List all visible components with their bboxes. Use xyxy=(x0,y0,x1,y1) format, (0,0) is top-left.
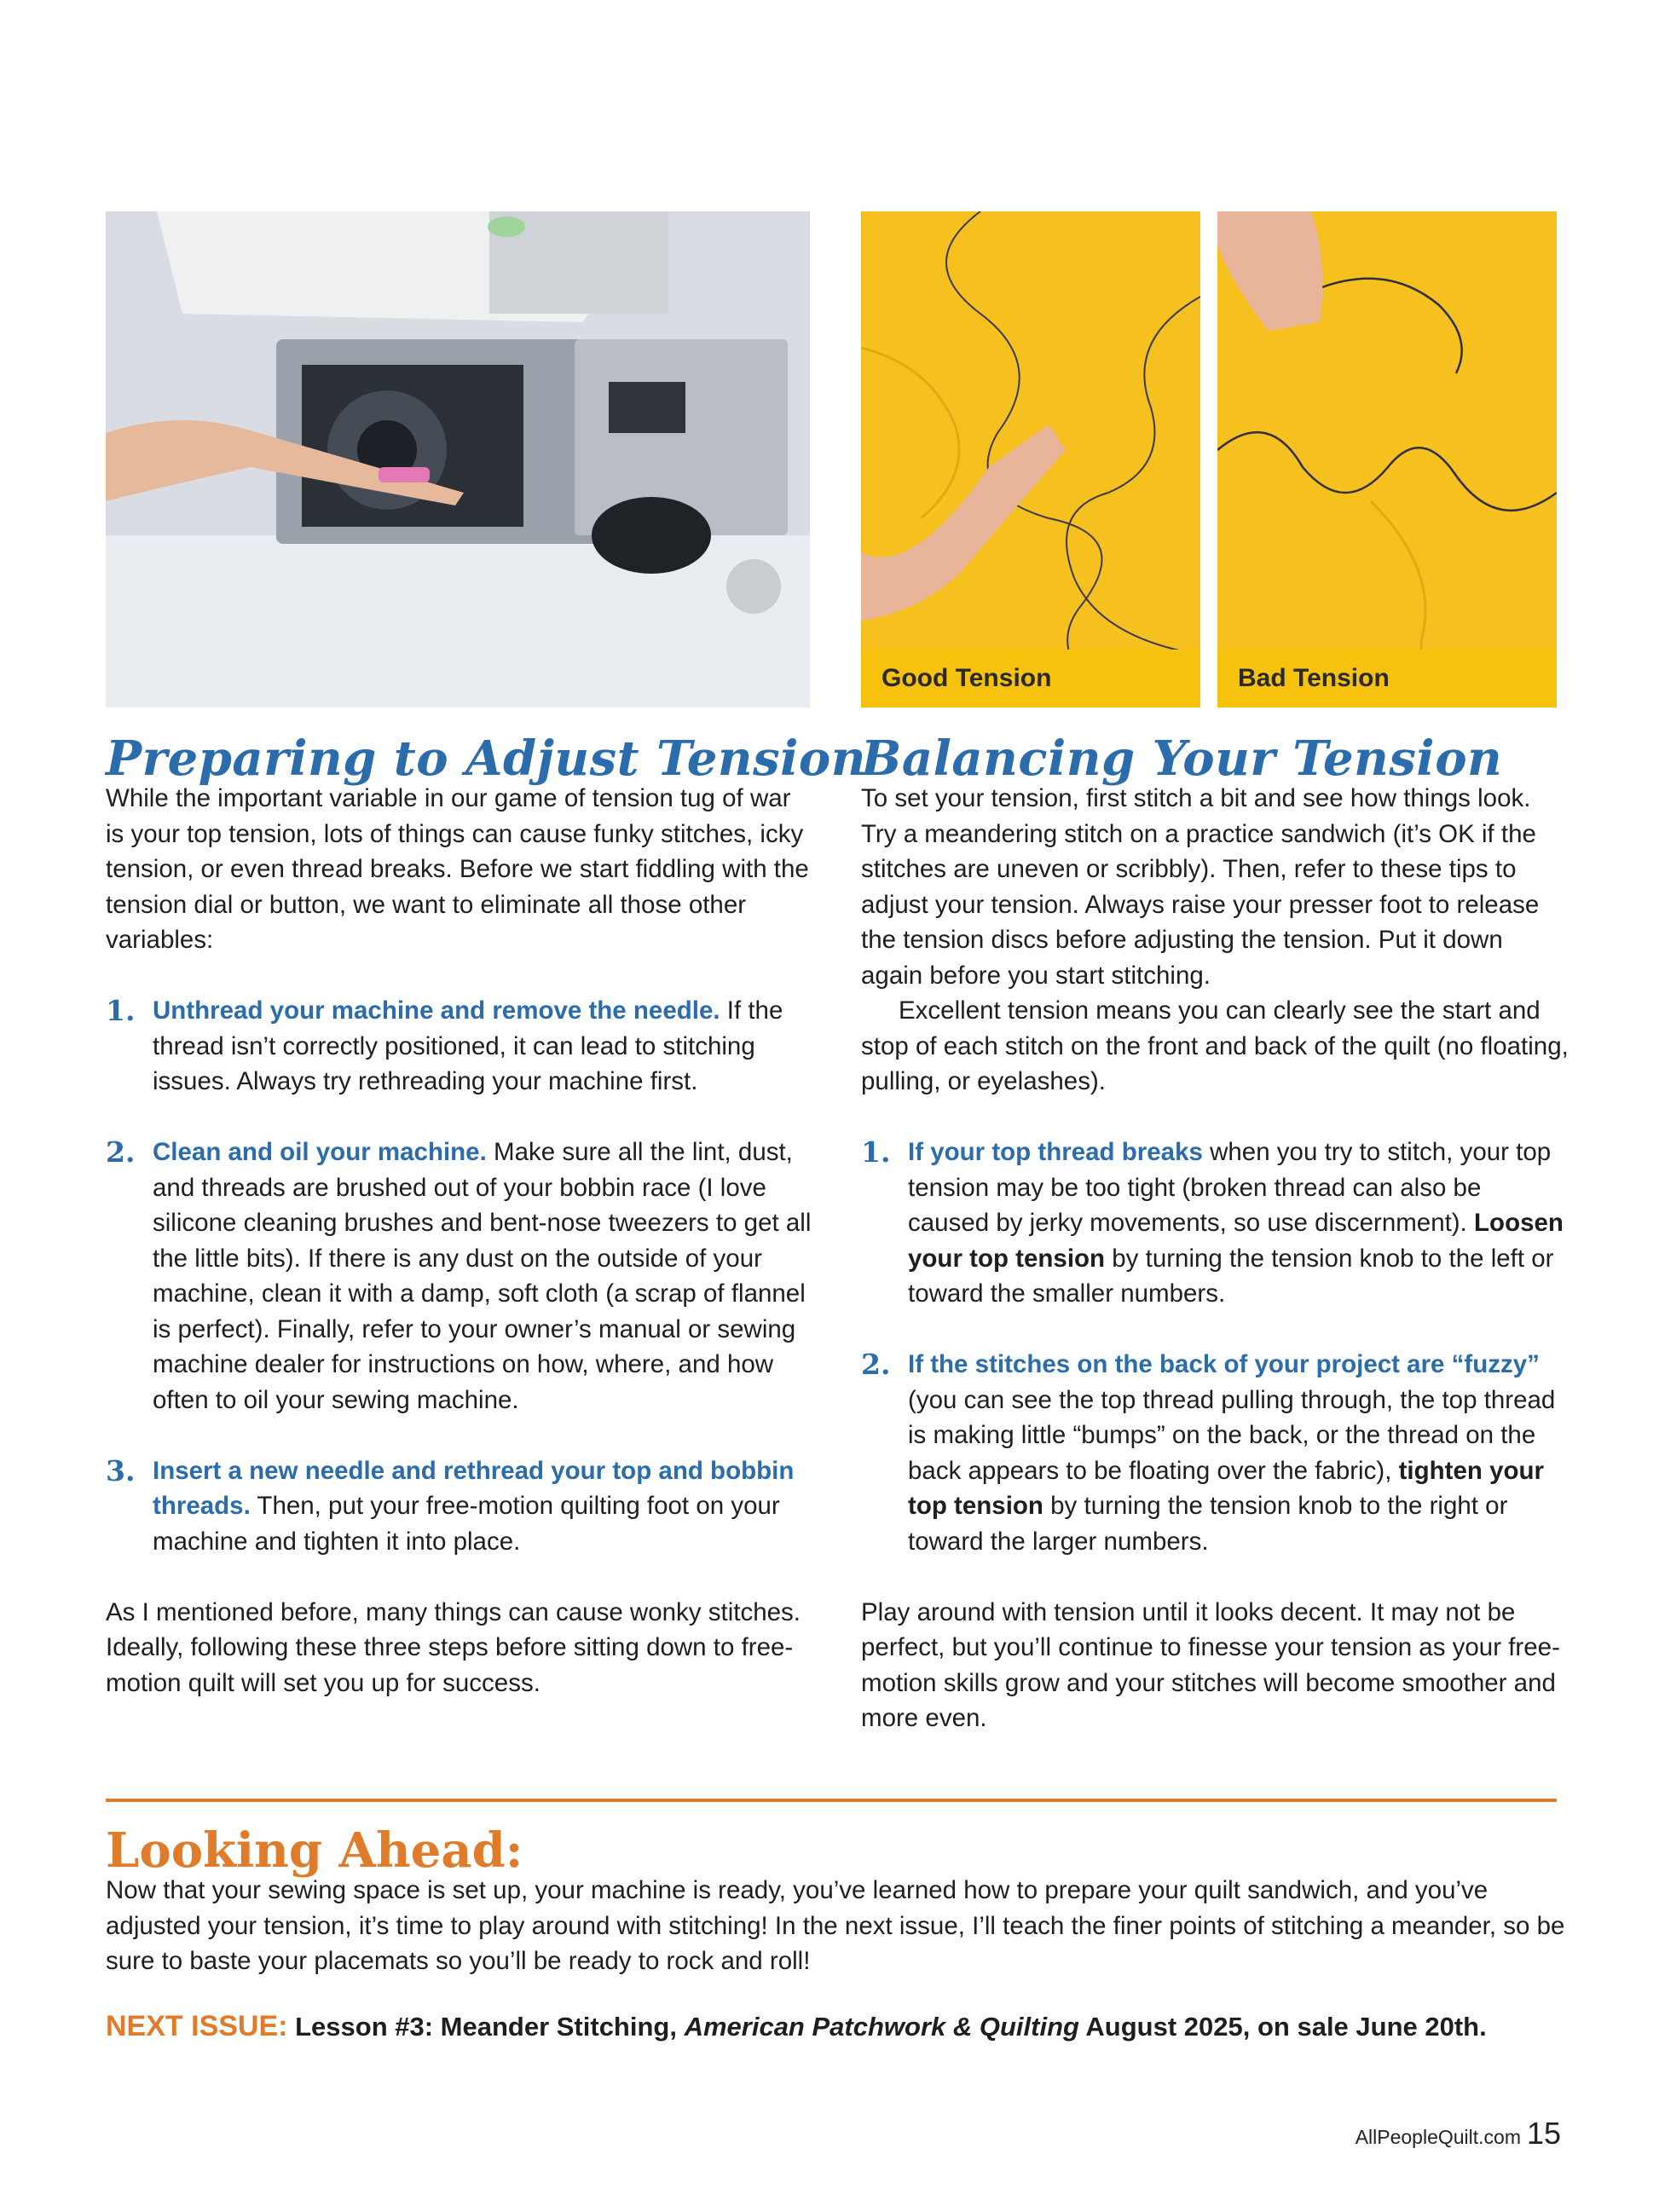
list-text: Make sure all the lint, dust, and threads are brushed out of your bobbin race (I love silicone cleaning brushes and bent-nose tweezers to get all the little bits). If there is any dust on the outside of your machine, clean it with a damp, soft cloth (a scrap of flannel is perfect). Finally, refer to your owner’s manual or sewing machine dealer for instructions on how, where, and how often to oil your sewing machine. xyxy=(153,1138,812,1414)
left-column xyxy=(106,781,813,1701)
left-list-item-1 xyxy=(106,993,813,1100)
footer-website: AllPeopleQuilt.com xyxy=(1355,2126,1521,2148)
left-list-item-2 xyxy=(106,1135,813,1418)
looking-ahead-body: Now that your sewing space is set up, your machine is ready, you’ve learned how to prepare your quilt sandwich, and you’ve adjusted your tension, it’s time to play around with stitching! In the next issue, I’ll teach the finer points of stitching a meander, so be sure to baste your placemats so you’ll be ready to rock and roll! xyxy=(106,1876,1565,1975)
page-number: 15 xyxy=(1526,2116,1561,2151)
list-number: 1. xyxy=(861,1135,891,1169)
list-lead: If your top thread breaks xyxy=(908,1138,1203,1166)
next-issue-date: August 2025, on sale June 20th. xyxy=(1078,2012,1487,2042)
looking-ahead-heading: Looking Ahead: xyxy=(106,1822,523,1879)
next-issue-line xyxy=(106,2010,1487,2043)
next-issue-label: NEXT ISSUE: xyxy=(106,2010,288,2042)
list-lead: Clean and oil your machine. xyxy=(153,1138,487,1166)
section-divider xyxy=(106,1799,1557,1802)
right-list-item-1 xyxy=(861,1135,1569,1312)
list-lead: Unthread your machine and remove the needle. xyxy=(153,996,720,1025)
list-text: by turning the tension knob to the right or toward the larger numbers. xyxy=(908,1492,1508,1556)
list-text: by turning the tension knob to the left or toward the smaller numbers. xyxy=(908,1244,1554,1308)
bad-tension-photo xyxy=(1217,211,1557,707)
left-outro: As I mentioned before, many things can cause wonky stitches. Ideally, following these three steps before sitting down to free-motion quilt will set you up for success. xyxy=(106,1597,801,1697)
list-text: If the thread isn’t correctly positioned, it can lead to stitching issues. Always try rethreading your machine first. xyxy=(153,996,783,1095)
list-number: 3. xyxy=(106,1453,136,1487)
list-number: 2. xyxy=(106,1135,136,1169)
bad-tension-caption: Bad Tension xyxy=(1217,650,1557,707)
list-text: Then, put your free-motion quilting foot on your machine and tighten it into place. xyxy=(153,1492,780,1556)
list-bold: Loosen your top tension xyxy=(908,1209,1564,1273)
next-issue-text: Lesson #3: Meander Stitching, xyxy=(287,2012,685,2042)
list-text: when you try to stitch, your top tension may be too tight (broken thread can also be caused by jerky movements, so use discernment). xyxy=(908,1138,1552,1237)
right-list-item-2 xyxy=(861,1347,1569,1559)
list-text: (you can see the top thread pulling through, the top thread is making little “bumps” on the back, or the thread on the back appears to be floating over the fabric), xyxy=(908,1385,1556,1485)
sewing-machine-illustration xyxy=(106,211,810,707)
right-column xyxy=(861,781,1569,1736)
magazine-title: American Patchwork & Quilting xyxy=(684,2012,1079,2042)
left-intro: While the important variable in our game of tension tug of war is your top tension, lots of things can cause funky stitches, icky tension, or even thread breaks. Before we start fiddling with the tension dial or button, we want to eliminate all those other variables: xyxy=(106,784,809,954)
sewing-machine-photo xyxy=(106,211,810,707)
left-heading: Preparing to Adjust Tension xyxy=(106,731,866,787)
list-number: 2. xyxy=(861,1348,891,1381)
good-tension-caption: Good Tension xyxy=(861,650,1200,707)
right-heading: Balancing Your Tension xyxy=(861,731,1503,787)
list-bold: tighten your top tension xyxy=(908,1456,1545,1520)
list-number: 1. xyxy=(106,994,136,1027)
right-outro: Play around with tension until it looks decent. It may not be perfect, but you’ll continue to finesse your tension as your free-motion skills grow and your stitches will become smoother and more even. xyxy=(861,1597,1560,1732)
list-lead: Insert a new needle and rethread your top and bobbin threads. xyxy=(153,1456,795,1520)
good-tension-fabric xyxy=(861,211,1200,707)
list-lead: If the stitches on the back of your project are “fuzzy” xyxy=(908,1350,1540,1378)
good-tension-photo xyxy=(861,211,1200,707)
left-list-item-3 xyxy=(106,1453,813,1560)
right-intro-2: Excellent tension means you can clearly see the start and stop of each stitch on the front and back of the quilt (no floating, pulling, or eyelashes). xyxy=(861,996,1569,1095)
bad-tension-fabric xyxy=(1217,211,1557,707)
right-intro: To set your tension, first stitch a bit and see how things look. Try a meandering stitch on a practice sandwich (it’s OK if the stitches are uneven or scribbly). Then, refer to these tips to adjust your tension. Always raise your presser foot to release the tension discs before adjusting the tension. Put it down again before you start stitching. xyxy=(861,784,1540,990)
